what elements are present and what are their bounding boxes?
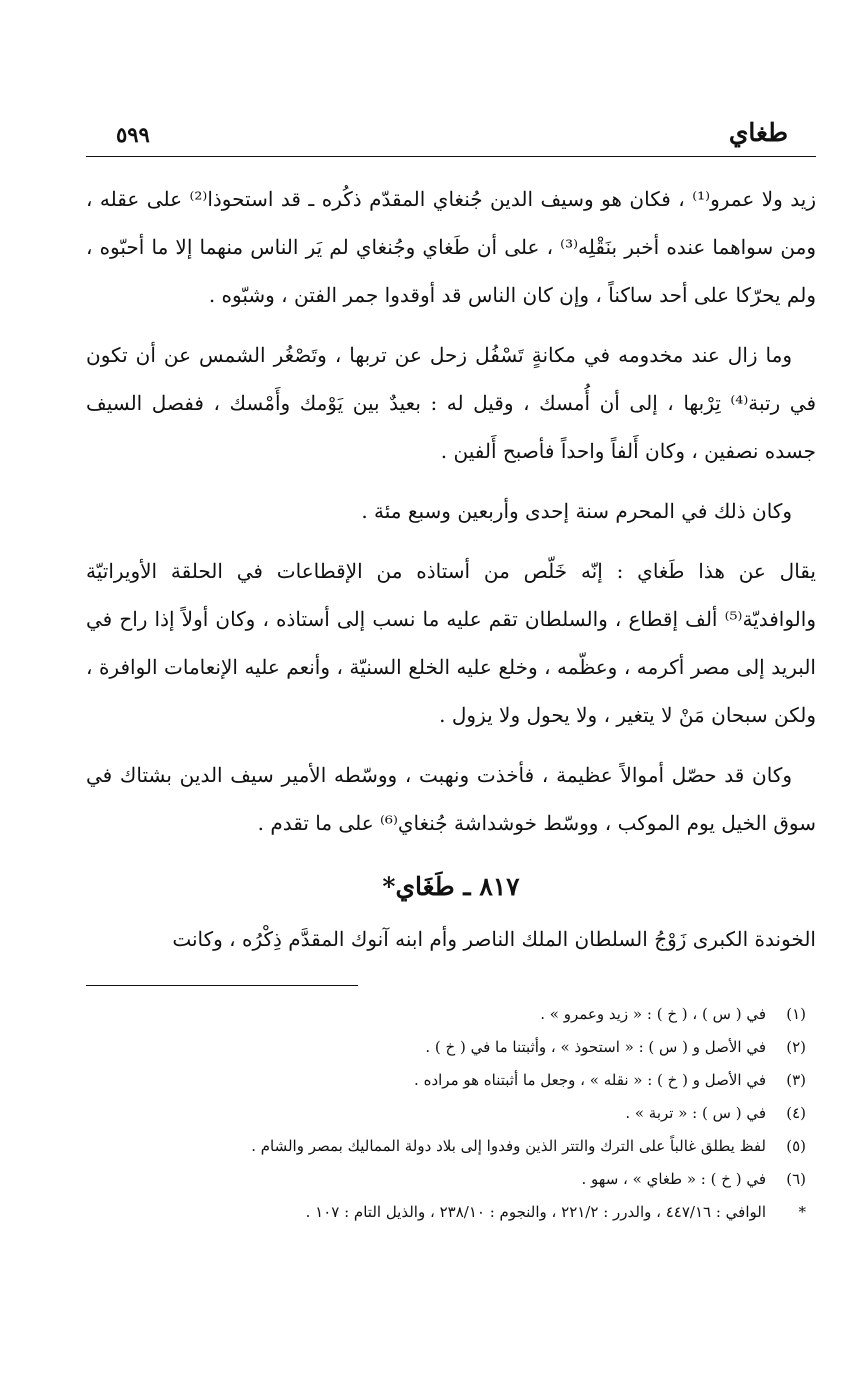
footnote-number: (٦) (786, 1170, 806, 1188)
running-header (86, 112, 816, 157)
footnote (86, 1064, 816, 1097)
footnote (86, 1031, 816, 1064)
footnotes (86, 998, 816, 1229)
source-text: الوافي : ٤٤٧/١٦ ، والدرر : ٢٢١/٢ ، والنجوم : ٢٣٨/١٠ ، والذيل التام : ١٠٧ . (305, 1203, 766, 1221)
entry-heading: ٨١٧ ـ طَغَاي* (382, 872, 520, 901)
main-text (86, 175, 816, 963)
page-number: ٥٩٩ (116, 122, 150, 147)
paragraph-5: وكان قد حصّل أموالاً عظيمة ، فأخذت ونهبت ، ووسّطه الأمير سيف الدين بشتاك في سوق الخيل يوم الموكب ، ووسّط خوشداشة جُنغاي⁽⁶⁾ على ما تقدم . (86, 763, 816, 835)
paragraph-1: زيد ولا عمرو⁽¹⁾ ، فكان هو وسيف الدين جُنغاي المقدّم ذكُره ـ قد استحوذا⁽²⁾ على عقله ، ومن سواهما عنده أخبر بنَقْلِه⁽³⁾ ، على أن طَغاي وجُنغاي لم يَر الناس منهما إلا ما أحبّوه ، ولم يحرّكا على أحد ساكناً ، وإن كان الناس قد أوقدوا جمر الفتن ، وشبّوه . (86, 187, 816, 307)
paragraph-6: الخوندة الكبرى زَوْجُ السلطان الملك الناصر وأم ابنه آنوك المقدَّم ذِكْرُه ، وكانت (172, 927, 816, 951)
footnote-number: (٢) (786, 1038, 806, 1056)
footnote-separator (86, 985, 358, 986)
footnote-text: في ( س ) ، ( خ ) : « زيد وعمرو » . (540, 1005, 766, 1023)
footnote (86, 1130, 816, 1163)
source-marker: * (798, 1203, 806, 1221)
footnote-number: (٥) (786, 1137, 806, 1155)
footnote-number: (٣) (786, 1071, 806, 1089)
footnote-number: (١) (786, 1005, 806, 1023)
paragraph-2: وما زال عند مخدومه في مكانةٍ تَسْفُل زحل عن تربها ، وتَصْغُر الشمس عن أن تكون في رتبة⁽⁴⁾ تِرْبها ، إلى أن أُمسك ، وقيل له : بعيدٌ بين يَوْمك وأَمْسك ، ففصل السيف جسده نصفين ، وكان أَلفاً واحداً فأصبح أَلفين . (86, 343, 816, 463)
source-note (86, 1196, 816, 1229)
footnote-text: لفظ يطلق غالباً على الترك والتتر الذين وفدوا إلى بلاد دولة المماليك بمصر والشام . (251, 1137, 766, 1155)
footnote (86, 1163, 816, 1196)
footnote-text: في ( خ ) : « طغاي » ، سهو . (581, 1170, 766, 1188)
footnote-text: في الأصل و ( خ ) : « نقله » ، وجعل ما أثبتناه هو مراده . (414, 1071, 766, 1089)
footnote-number: (٤) (786, 1104, 806, 1122)
footnote (86, 1097, 816, 1130)
paragraph-4: يقال عن هذا طَغاي : إنّه خَلّص من أستاذه من الإقطاعات في الحلقة الأويراتيّة والوافديّة⁽⁵⁾ ألف إقطاع ، والسلطان تقم عليه ما نسب إلى أستاذه ، وكان أولاً إذا راح في البريد إلى مصر أكرمه ، وعظّمه ، وخلع عليه الخلع السنيّة ، وأنعم عليه الإنعامات الوافرة ، ولكن سبحان مَنْ لا يتغير ، ولا يحول ولا يزول . (86, 559, 816, 727)
running-title: طغاي (728, 118, 788, 147)
footnote-text: في الأصل و ( س ) : « استحوذ » ، وأثبتنا ما في ( خ ) . (425, 1038, 766, 1056)
paragraph-3: وكان ذلك في المحرم سنة إحدى وأربعين وسبع مئة . (361, 499, 792, 523)
book-page (86, 112, 816, 1229)
footnote (86, 998, 816, 1031)
footnote-text: في ( س ) : « تربة » . (625, 1104, 766, 1122)
